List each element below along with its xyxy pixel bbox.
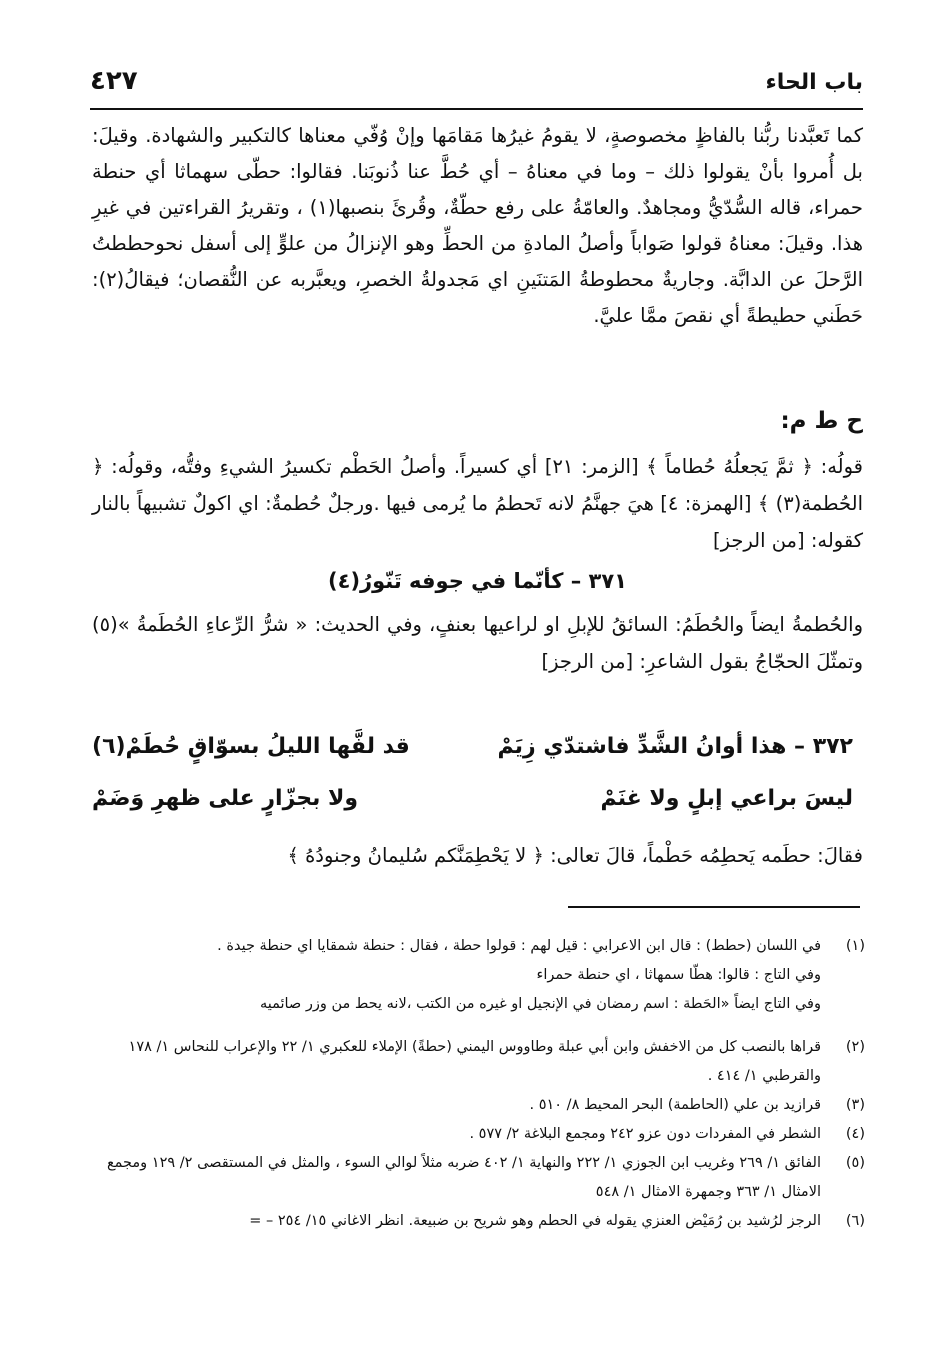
footnote-number: (١) bbox=[845, 938, 865, 954]
footnote-line: وفي التاج : قالوا: هطّا سمهاثا ، اي حنطة حمراء bbox=[536, 967, 821, 983]
footnote-text: قرازيد بن علي (الحاطمة) البحر المحيط ٨/ ٥١٠ . bbox=[529, 1097, 821, 1113]
hemistich-right: ليسَ براعي إبلٍ ولا غنَمْ bbox=[600, 786, 853, 811]
footnote-text: قراها بالنصب كل من الاخفش وابن أبي عبلة وطاووس اليمني (حطةً) الإملاء للعكبري ١/ ٢٢ والإعراب للنحاس ١/ ١٧٨ والقرطبي ١/ ٤١٤ . bbox=[128, 1039, 821, 1084]
footnote-1 bbox=[92, 932, 865, 1019]
footnote-line: وفي التاج ايضاً «الحَطة : اسم رمضان في الإنجيل او غيره من الكتب ،لانه يحط من وزر صائميه bbox=[259, 996, 821, 1012]
paragraph bbox=[92, 448, 863, 559]
footnote-text: الرجز لرُشيد بن رُمَيْض العنزي يقوله في الحطم وهو شريح بن ضبيعة. انظر الاغاني ١٥/ ٢٥٤ – = bbox=[249, 1213, 821, 1229]
page-header bbox=[90, 60, 863, 110]
footnote-3 bbox=[92, 1091, 865, 1120]
footnote-2 bbox=[92, 1033, 865, 1091]
spacer bbox=[92, 1019, 865, 1033]
footnote-number: (٣) bbox=[845, 1097, 865, 1113]
footnote-5 bbox=[92, 1149, 865, 1207]
root-heading: ح ط م: bbox=[780, 408, 863, 434]
footnote-number: (٤) bbox=[845, 1126, 865, 1142]
verse-372-line-2 bbox=[92, 786, 863, 830]
footnote-6 bbox=[92, 1207, 865, 1236]
entry-text bbox=[92, 448, 863, 680]
verse-372-line-1 bbox=[92, 734, 863, 778]
footnote-number: (٦) bbox=[845, 1213, 865, 1229]
meter-tag: [من الرجز] bbox=[712, 529, 805, 552]
paragraph-text: والحُطمةُ ايضاً والحُطَمُ: السائقُ للإبلِ او لراعيها بعنفٍ، وفي الحديث: « شرُّ الرِّعاءِ الحُطَمةُ »(٥) وتمثّلَ الحجّاجُ بقول الشاعرِ: bbox=[92, 613, 863, 673]
paragraph: كما تَعبَّدنا ربُّنا بالفاظٍ مخصوصةٍ، لا يقومُ غيرُها مَقامَها وإنْ وُفّي معناها كالتكبير والشهادة. وقيلَ: بل أُمروا بأنْ يقولوا ذلك – وما في معناهُ – أي حُطَّ عنا ذُنوبَنا. فقالوا: حطّى سهماثا أي حنطة حمراء، قاله السُّدّيُّ ومجاهدٌ. والعامّةُ على رفع حطّةٌ، وقُرئَ بنصبها(١) ، وتقريرُ القراءتين في غيرِ هذا. وقيلَ: معناهُ قولوا صَواباً وأصلُ المادةِ من الحطِّ وهو الإنزالُ من علوٍّ إلى أسفل نحوحططتُ الرَّحلَ عن الدابَّة. وجاريةٌ محطوطةُ المَتنَينِ اي مَجدولةُ الخصرِ، ويعبَّربه عن النُّقصان؛ فيقالُ(٢): حَطَني حطيطةً أي نقصَ ممَّا عليَّ. bbox=[92, 124, 863, 327]
footnotes bbox=[92, 932, 865, 1236]
page-number: ٤٢٧ bbox=[90, 66, 138, 96]
footnote-separator bbox=[568, 906, 860, 908]
body-text bbox=[92, 118, 863, 334]
footnote-line: في اللسان (حطط) : قال ابن الاعرابي : قيل لهم : قولوا حطة ، فقال : حنطة شمقايا اي حنطة جيدة . bbox=[217, 938, 821, 954]
running-title: باب الحاء bbox=[765, 70, 863, 95]
meter-tag: [من الرجز] bbox=[541, 650, 634, 673]
footnote-text bbox=[92, 932, 821, 1019]
entry-text-continued: فقالَ: حطَمه يَحطِمُه حَطْماً، قالَ تعالى: ﴿ لا يَحْطِمَنَّكم سُليمانُ وجنودُهُ ﴾ bbox=[287, 844, 863, 867]
footnote-text: الفائق ١/ ٢٦٩ وغريب ابن الجوزي ١/ ٢٢٢ والنهاية ١/ ٤٠٢ ضربه مثلاً لوالي السوء ، والمثل في المستقصى ٢/ ١٢٩ ومجمع الامثال ١/ ٣٦٣ وجمهرة الامثال ١/ ٥٤٨ bbox=[106, 1155, 821, 1200]
footnote-text: الشطر في المفردات دون عزو ٢٤٢ ومجمع البلاغة ٢/ ٥٧٧ . bbox=[469, 1126, 821, 1142]
footnote-number: (٥) bbox=[845, 1155, 865, 1171]
footnote-4 bbox=[92, 1120, 865, 1149]
verse-371: ٣٧١ – كأنّما في جوفه تَنّورُ(٤) bbox=[328, 569, 627, 593]
paragraph-text: قولُه: ﴿ ثمَّ يَجعلُهُ حُطاماً ﴾ [الزمر: ٢١] أي كسيراً. وأصلُ الحَطْم تكسيرُ الشيءِ وفتُّه، وقولُه: ﴿ الحُطمة(٣) ﴾ [الهمزة: ٤] هيَ جهنَّمُ لانه تَحطمُ ما يُرمى فيها .ورجلٌ حُطمةٌ: اي اكولٌ تشبيهاً بالنار كقوله: bbox=[92, 455, 863, 552]
footnote-number: (٢) bbox=[845, 1039, 865, 1055]
hemistich-left: ولا بجزّارٍ على ظهرِ وَضَمْ bbox=[92, 786, 359, 811]
paragraph bbox=[92, 606, 863, 680]
hemistich-right: ٣٧٢ – هذا أوانُ الشَّدِّ فاشتدّي زِيَمْ bbox=[497, 734, 853, 759]
hemistich-left: قد لفَّها الليلُ بسوّاقٍ حُطَمْ(٦) bbox=[92, 734, 410, 759]
